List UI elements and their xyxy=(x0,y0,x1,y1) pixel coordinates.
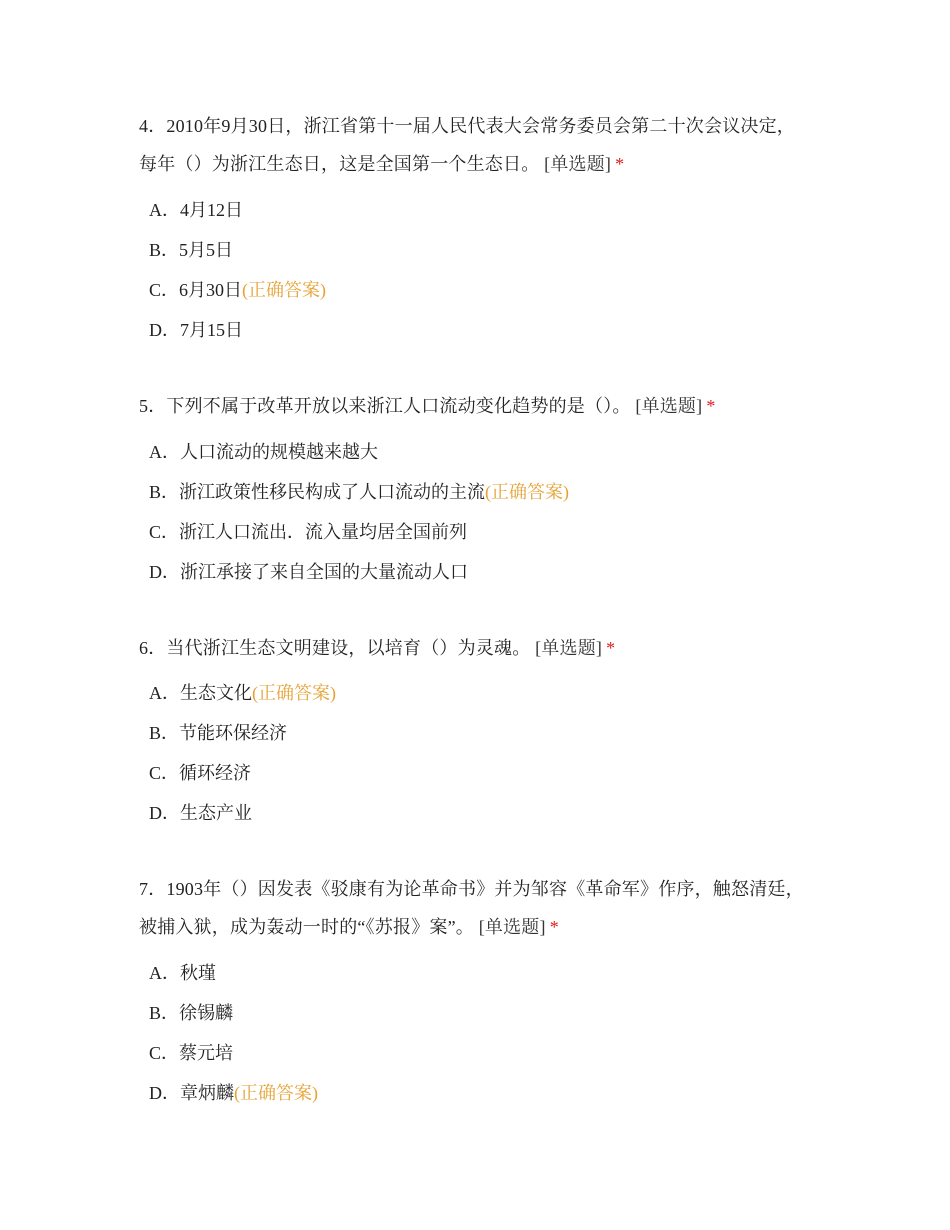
option-text: D．7月15日 xyxy=(149,320,243,340)
option-d xyxy=(139,310,809,350)
question-type-label: [单选题] xyxy=(478,917,546,937)
option-text: C．6月30日 xyxy=(149,280,243,300)
option-a xyxy=(139,432,809,472)
option-text: A．秋瑾 xyxy=(149,963,216,983)
question-text: 5．下列不属于改革开放以来浙江人口流动变化趋势的是（）。 xyxy=(139,396,631,416)
option-text: A．4月12日 xyxy=(149,200,243,220)
correct-answer-tag: (正确答案) xyxy=(234,1083,318,1103)
correct-answer-tag: (正确答案) xyxy=(485,482,570,502)
option-list xyxy=(139,432,809,592)
question-text: 6．当代浙江生态文明建设，以培育（）为灵魂。 xyxy=(139,638,531,658)
option-text: B．5月5日 xyxy=(149,240,234,260)
correct-answer-tag: (正确答案) xyxy=(242,280,327,300)
question-text: 7．1903年（）因发表《驳康有为论革命书》并为邹容《革命军》作序，触怒清廷，被捕入狱，成为轰动一时的“《苏报》案”。 xyxy=(139,879,804,937)
option-text: C．循环经济 xyxy=(149,763,252,783)
option-c xyxy=(139,753,809,793)
option-text: B．徐锡麟 xyxy=(149,1003,234,1023)
option-b xyxy=(139,713,809,753)
required-asterisk: * xyxy=(706,396,716,416)
option-d xyxy=(139,793,809,833)
question-type-label: [单选题] xyxy=(544,154,612,174)
option-text: C．浙江人口流出．流入量均居全国前列 xyxy=(149,522,468,542)
option-b xyxy=(139,472,809,512)
question-stem xyxy=(139,870,809,946)
question-stem xyxy=(139,629,809,667)
correct-answer-tag: (正确答案) xyxy=(252,683,336,703)
required-asterisk: * xyxy=(615,154,625,174)
option-c xyxy=(139,512,809,552)
question-stem xyxy=(139,387,809,425)
option-text: D．章炳麟 xyxy=(149,1083,234,1103)
option-d xyxy=(139,1073,809,1113)
option-list xyxy=(139,190,809,350)
question-4 xyxy=(139,107,809,350)
question-type-label: [单选题] xyxy=(635,396,703,416)
option-text: A．生态文化 xyxy=(149,683,252,703)
question-5 xyxy=(139,387,809,592)
option-text: B．节能环保经济 xyxy=(149,723,288,743)
option-text: D．浙江承接了来自全国的大量流动人口 xyxy=(149,562,468,582)
option-b xyxy=(139,993,809,1033)
option-text: A．人口流动的规模越来越大 xyxy=(149,442,378,462)
option-a xyxy=(139,953,809,993)
option-b xyxy=(139,230,809,270)
option-text: B．浙江政策性移民构成了人口流动的主流 xyxy=(149,482,486,502)
question-6 xyxy=(139,629,809,833)
option-a xyxy=(139,673,809,713)
option-text: D．生态产业 xyxy=(149,803,252,823)
question-stem xyxy=(139,107,809,183)
option-a xyxy=(139,190,809,230)
required-asterisk: * xyxy=(549,917,559,937)
option-list xyxy=(139,673,809,833)
required-asterisk: * xyxy=(606,638,616,658)
option-text: C．蔡元培 xyxy=(149,1043,234,1063)
question-7 xyxy=(139,870,809,1113)
option-c xyxy=(139,1033,809,1073)
option-list xyxy=(139,953,809,1113)
question-text: 4．2010年9月30日，浙江省第十一届人民代表大会常务委员会第二十次会议决定，每年（）为浙江生态日，这是全国第一个生态日。 xyxy=(139,116,795,174)
option-c xyxy=(139,270,809,310)
question-type-label: [单选题] xyxy=(535,638,603,658)
option-d xyxy=(139,552,809,592)
